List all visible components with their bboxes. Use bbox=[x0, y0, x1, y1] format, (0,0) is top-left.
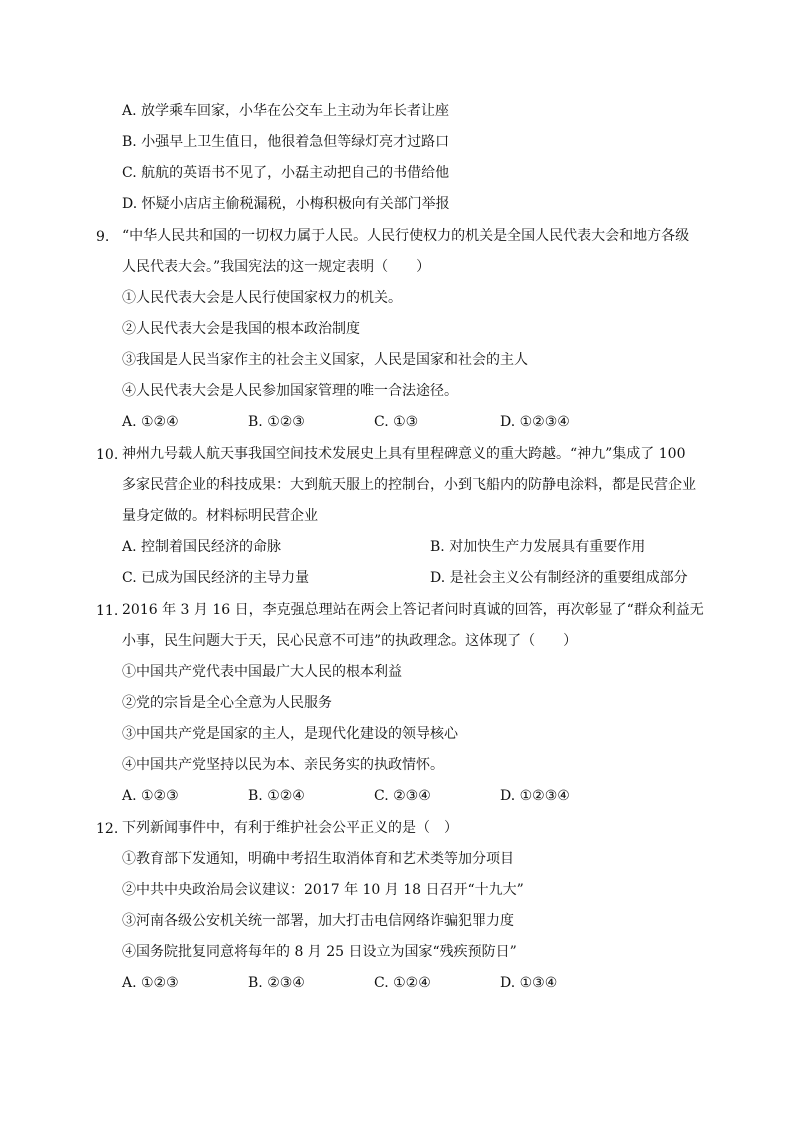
q11-statement-2: ②党的宗旨是全心全意为人民服务 bbox=[122, 695, 332, 711]
q10-option-c: C. 已成为国民经济的主导力量 bbox=[122, 570, 310, 586]
q11-statement-1: ①中国共产党代表中国最广大人民的根本利益 bbox=[122, 664, 402, 680]
q12-statement-4: ④国务院批复同意将每年的 8 月 25 日设立为国家“残疾预防日” bbox=[122, 944, 517, 960]
q12-option-c: C. ①②④ bbox=[374, 975, 431, 991]
q9-option-b: B. ①②③ bbox=[248, 414, 305, 430]
q11-statement-4: ④中国共产党坚持以民为本、亲民务实的执政情怀。 bbox=[122, 757, 444, 773]
q8-option-b: B. 小强早上卫生值日，他很着急但等绿灯亮才过路口 bbox=[122, 134, 450, 150]
q9-statement-1: ①人民代表大会是人民行使国家权力的机关。 bbox=[122, 290, 402, 306]
q10-option-a: A. 控制着国民经济的命脉 bbox=[122, 539, 282, 555]
q8-option-d: D. 怀疑小店店主偷税漏税，小梅积极向有关部门举报 bbox=[122, 196, 450, 212]
q12-number: 12. bbox=[96, 821, 119, 837]
q11-option-c: C. ②③④ bbox=[374, 788, 431, 804]
q12-option-a: A. ①②③ bbox=[122, 975, 179, 991]
q12-option-d: D. ①③④ bbox=[500, 975, 558, 991]
q10-number: 10. bbox=[96, 447, 119, 463]
q12-option-b: B. ②③④ bbox=[248, 975, 305, 991]
q12-statement-1: ①教育部下发通知，明确中考招生取消体育和艺术类等加分项目 bbox=[122, 851, 514, 867]
q11-number: 11. bbox=[96, 603, 119, 619]
q10-stem-line-1: 神州九号载人航天事我国空间技术发展史上具有里程碑意义的重大跨越。“神九”集成了 100 bbox=[122, 446, 686, 462]
q10-option-d: D. 是社会主义公有制经济的重要组成部分 bbox=[430, 570, 688, 586]
q11-stem-line-1: 2016 年 3 月 16 日，李克强总理站在两会上答记者问时真诚的回答，再次彰显了“群众利益无 bbox=[122, 602, 704, 618]
q12-statement-3: ③河南各级公安机关统一部署，加大打击电信网络诈骗犯罪力度 bbox=[122, 913, 514, 929]
q9-option-d: D. ①②③④ bbox=[500, 414, 570, 430]
q11-option-d: D. ①②③④ bbox=[500, 788, 570, 804]
q11-statement-3: ③中国共产党是国家的主人，是现代化建设的领导核心 bbox=[122, 726, 458, 742]
q9-statement-2: ②人民代表大会是我国的根本政治制度 bbox=[122, 321, 360, 337]
q11-option-a: A. ①②③ bbox=[122, 788, 179, 804]
q9-statement-3: ③我国是人民当家作主的社会主义国家，人民是国家和社会的主人 bbox=[122, 352, 528, 368]
q9-stem-line-2: 人民代表大会。”我国宪法的这一规定表明（ ） bbox=[122, 259, 431, 275]
q8-option-a: A. 放学乘车回家，小华在公交车上主动为年长者让座 bbox=[122, 103, 450, 119]
q10-stem-line-2: 多家民营企业的科技成果：大到航天服上的控制台，小到飞船内的防静电涂料，都是民营企业 bbox=[122, 477, 696, 493]
q9-number: 9. bbox=[96, 229, 110, 245]
q12-statement-2: ②中共中央政治局会议建议：2017 年 10 月 18 日召开“十九大” bbox=[122, 882, 524, 898]
q11-option-b: B. ①②④ bbox=[248, 788, 305, 804]
q12-stem-line-1: 下列新闻事件中，有利于维护社会公平正义的是（ ） bbox=[122, 820, 458, 836]
q10-stem-line-3: 量身定做的。材料标明民营企业 bbox=[122, 508, 318, 524]
q8-option-c: C. 航航的英语书不见了，小磊主动把自己的书借给他 bbox=[122, 165, 450, 181]
q10-option-b: B. 对加快生产力发展具有重要作用 bbox=[430, 539, 646, 555]
q11-stem-line-2: 小事，民生问题大于天，民心民意不可违”的执政理念。这体现了（ ） bbox=[122, 633, 578, 649]
q9-stem-line-1: “中华人民共和国的一切权力属于人民。人民行使权力的机关是全国人民代表大会和地方各级 bbox=[122, 228, 690, 244]
q9-statement-4: ④人民代表大会是人民参加国家管理的唯一合法途径。 bbox=[122, 383, 458, 399]
q9-option-c: C. ①③ bbox=[374, 414, 419, 430]
q9-option-a: A. ①②④ bbox=[122, 414, 179, 430]
